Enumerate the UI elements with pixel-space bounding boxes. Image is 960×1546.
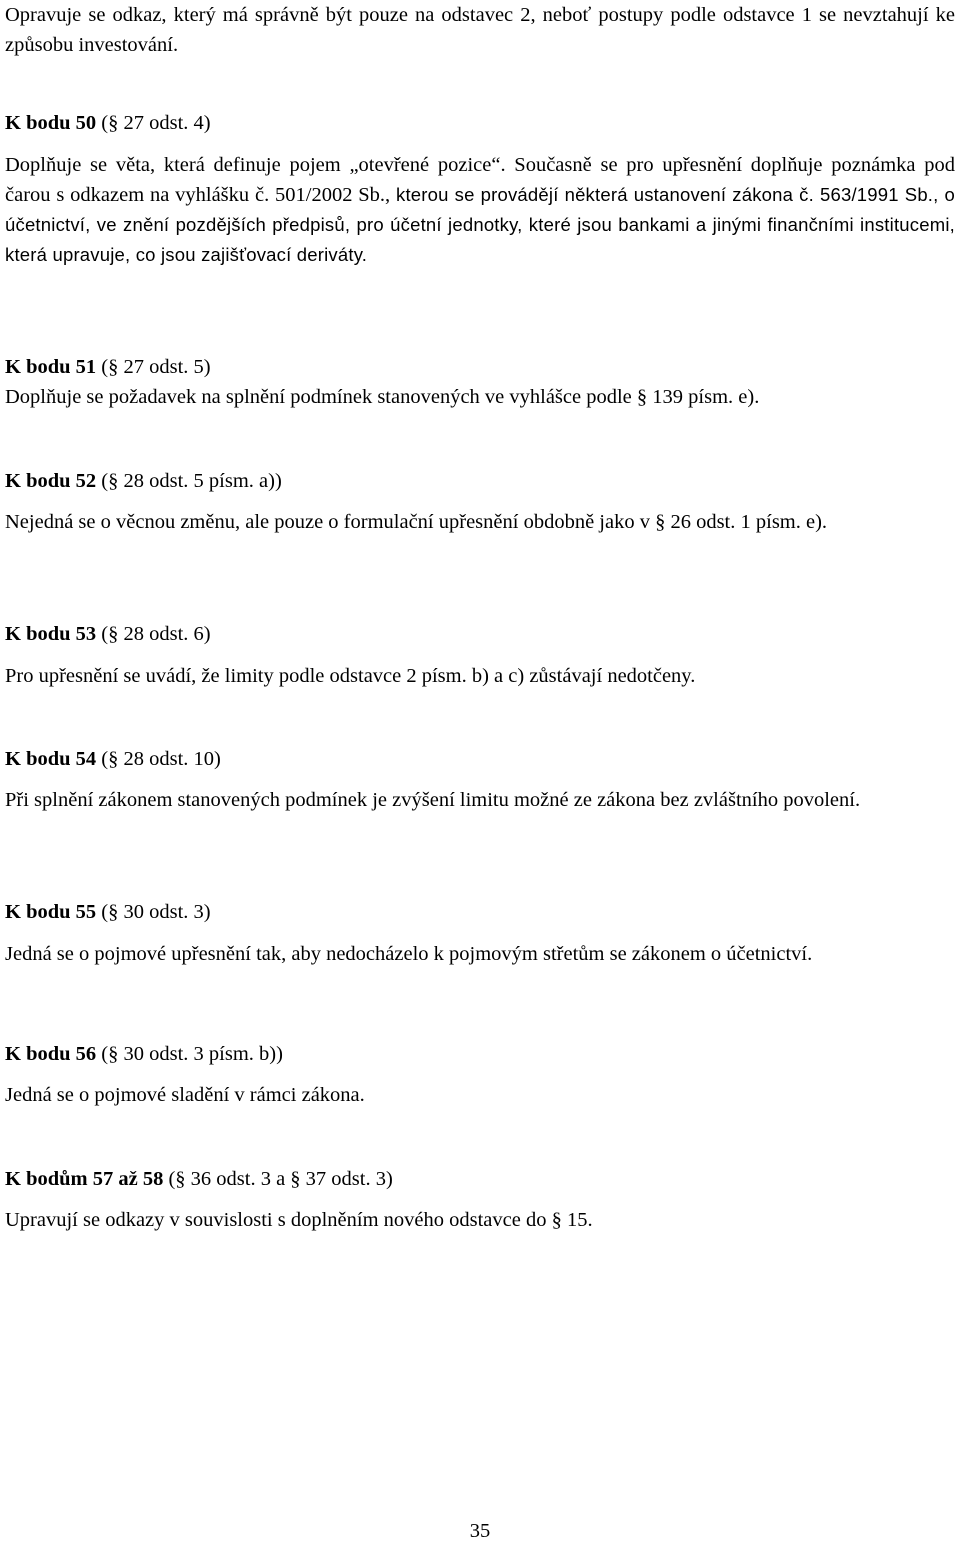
section-paragraph: Jedná se o pojmové sladění v rámci zákona. xyxy=(5,1084,365,1106)
section-heading-label: K bodům 57 až 58 xyxy=(5,1168,164,1190)
section-heading-label: K bodu 56 xyxy=(5,1043,97,1065)
section-heading-reference: (§ 36 odst. 3 a § 37 odst. 3) xyxy=(168,1168,393,1190)
section-heading-reference: (§ 28 odst. 10) xyxy=(101,748,221,770)
section-heading-label: K bodu 51 xyxy=(5,356,97,378)
section-paragraph: Upravují se odkazy v souvislosti s doplněním nového odstavce do § 15. xyxy=(5,1209,593,1231)
section-heading xyxy=(5,897,211,927)
section-heading xyxy=(5,744,221,774)
section-text-sans: kterou se provádějí některá ustanovení zákona č. 563/1991 Sb., o účetnictví, ve znění pozdějších předpisů, pro účetní jednotky, které jsou bankami a jinými finančními institucemi, která upravuje, co jsou zajišťovací deriváty. xyxy=(5,184,956,265)
section-text-serif: Doplňuje se věta, která definuje pojem „otevřené pozice“. Současně se pro upřesnění doplňuje poznámka pod čarou s odkazem na vyhlášku č. 501/2002 Sb., xyxy=(5,154,955,206)
section-paragraph: Pro upřesnění se uvádí, že limity podle odstavce 2 písm. b) a c) zůstávají nedotčeny. xyxy=(5,665,696,687)
section-heading-reference: (§ 28 odst. 5 písm. a)) xyxy=(101,470,282,492)
section-heading-reference: (§ 30 odst. 3) xyxy=(101,901,211,923)
section-heading-reference: (§ 27 odst. 5) xyxy=(101,356,211,378)
section-heading-reference: (§ 28 odst. 6) xyxy=(101,623,211,645)
section-paragraph: Doplňuje se požadavek na splnění podmínek stanovených ve vyhlášce podle § 139 písm. e). xyxy=(5,386,760,408)
section-paragraph: Při splnění zákonem stanovených podmínek je zvýšení limitu možné ze zákona bez zvláštního povolení. xyxy=(5,789,861,811)
section-heading xyxy=(5,108,211,138)
section-heading-label: K bodu 54 xyxy=(5,748,97,770)
section-heading xyxy=(5,352,211,382)
section-heading xyxy=(5,619,211,649)
intro-paragraph: Opravuje se odkaz, který má správně být pouze na odstavec 2, neboť postupy podle odstavce 1 se nevztahují ke způsobu investování. xyxy=(5,4,955,56)
page-number: 35 xyxy=(469,1520,491,1542)
section-heading xyxy=(5,1039,283,1069)
section-paragraph: Nejedná se o věcnou změnu, ale pouze o formulační upřesnění obdobně jako v § 26 odst. 1 písm. e). xyxy=(5,511,828,533)
section-heading xyxy=(5,1164,393,1194)
section-heading-label: K bodu 52 xyxy=(5,470,97,492)
section-paragraph xyxy=(5,150,955,270)
section-heading-label: K bodu 53 xyxy=(5,623,97,645)
section-heading-label: K bodu 50 xyxy=(5,112,97,134)
section-heading xyxy=(5,466,282,496)
section-paragraph: Jedná se o pojmové upřesnění tak, aby nedocházelo k pojmovým střetům se zákonem o účetnictví. xyxy=(5,943,813,965)
section-heading-reference: (§ 27 odst. 4) xyxy=(101,112,211,134)
section-heading-reference: (§ 30 odst. 3 písm. b)) xyxy=(101,1043,283,1065)
section-heading-label: K bodu 55 xyxy=(5,901,97,923)
